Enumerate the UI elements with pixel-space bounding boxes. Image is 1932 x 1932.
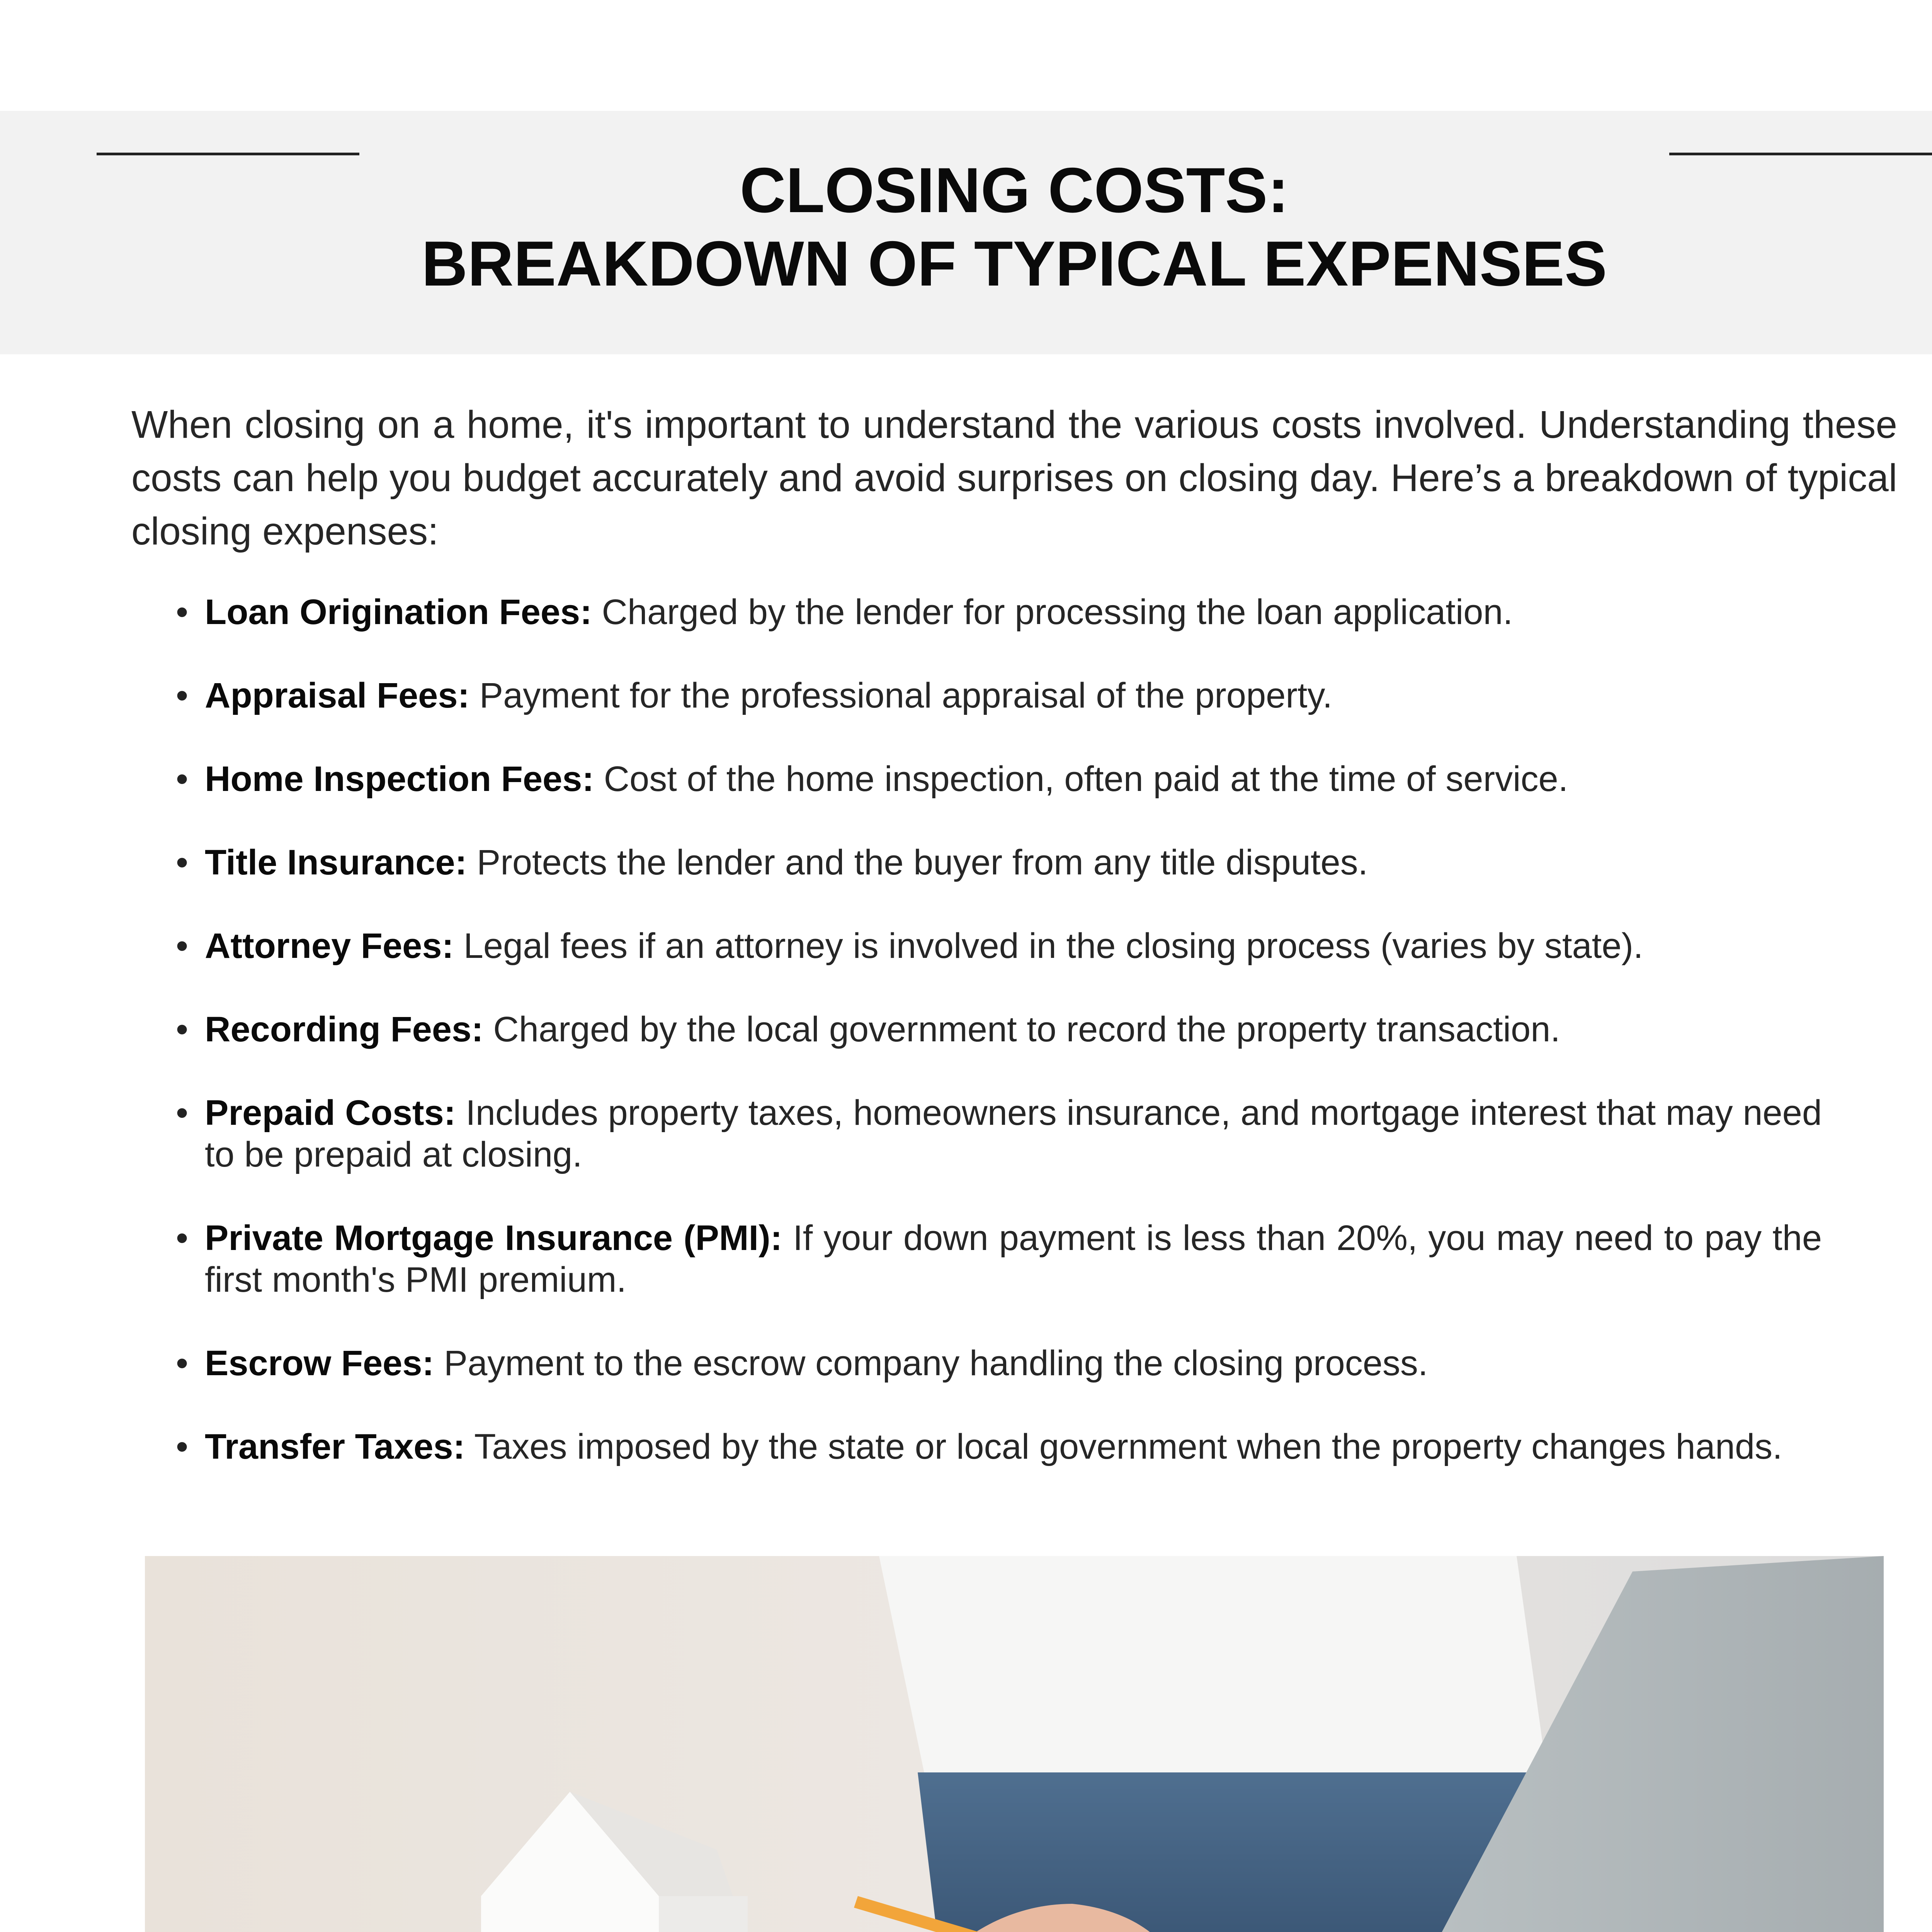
bullet-icon: • — [176, 676, 189, 715]
expense-item-prepaid-costs — [176, 1092, 1822, 1175]
expense-list — [176, 591, 1822, 1468]
expense-description: Payment to the escrow company handling the closing process. — [444, 1344, 1428, 1383]
expense-description: If your down payment is less than 20%, you may need to pay the first month's PMI premium. — [205, 1218, 1822, 1299]
expense-description: Includes property taxes, homeowners insurance, and mortgage interest that may need to be prepaid at closing. — [205, 1093, 1822, 1174]
expense-term: Home Inspection Fees: — [205, 759, 594, 799]
expense-item-appraisal — [176, 675, 1822, 716]
expense-description: Payment for the professional appraisal of the property. — [479, 676, 1333, 715]
expense-term: Appraisal Fees: — [205, 676, 470, 715]
expense-term: Prepaid Costs: — [205, 1093, 456, 1133]
expense-item-pmi — [176, 1217, 1822, 1301]
expense-item-escrow — [176, 1342, 1822, 1384]
expense-item-recording — [176, 1009, 1822, 1050]
expense-item-loan-origination — [176, 591, 1822, 633]
expense-term: Transfer Taxes: — [205, 1427, 465, 1466]
expense-item-home-inspection — [176, 758, 1822, 800]
expense-description: Protects the lender and the buyer from any title disputes. — [476, 843, 1368, 882]
bullet-icon: • — [176, 1093, 189, 1133]
bullet-icon: • — [176, 926, 189, 966]
bullet-icon: • — [176, 759, 189, 799]
expense-term: Attorney Fees: — [205, 926, 454, 966]
expense-description: Taxes imposed by the state or local government when the property changes hands. — [474, 1427, 1782, 1466]
model-house-side — [659, 1896, 748, 1932]
expense-description: Legal fees if an attorney is involved in the closing process (varies by state). — [463, 926, 1643, 966]
intro-paragraph: When closing on a home, it's important to understand the various costs involved. Understanding these costs can help you budget accurately and avoid surprises on closing day. Here’s a breakdown of typical closing expenses: — [131, 403, 1897, 553]
expense-term: Private Mortgage Insurance (PMI): — [205, 1218, 782, 1258]
expense-item-attorney — [176, 925, 1822, 967]
photo-illustration — [145, 1556, 1884, 1932]
expense-term: Loan Origination Fees: — [205, 592, 592, 632]
page-title-line-2: BREAKDOWN OF TYPICAL EXPENSES — [421, 228, 1607, 299]
expense-item-title-insurance — [176, 842, 1822, 883]
bullet-icon: • — [176, 1218, 189, 1258]
expense-description: Charged by the lender for processing the loan application. — [602, 592, 1513, 632]
expense-term: Title Insurance: — [205, 843, 467, 882]
bullet-icon: • — [176, 592, 189, 632]
page-title-line-1: CLOSING COSTS: — [740, 155, 1289, 226]
bullet-icon: • — [176, 1427, 189, 1466]
expense-item-transfer-taxes — [176, 1426, 1822, 1468]
house-calculator-photo — [145, 1556, 1884, 1932]
bullet-icon: • — [176, 843, 189, 882]
expense-term: Escrow Fees: — [205, 1344, 434, 1383]
expense-description: Cost of the home inspection, often paid at the time of service. — [604, 759, 1568, 799]
bullet-icon: • — [176, 1344, 189, 1383]
expense-term: Recording Fees: — [205, 1010, 483, 1049]
expense-description: Charged by the local government to record the property transaction. — [493, 1010, 1560, 1049]
bullet-icon: • — [176, 1010, 189, 1049]
